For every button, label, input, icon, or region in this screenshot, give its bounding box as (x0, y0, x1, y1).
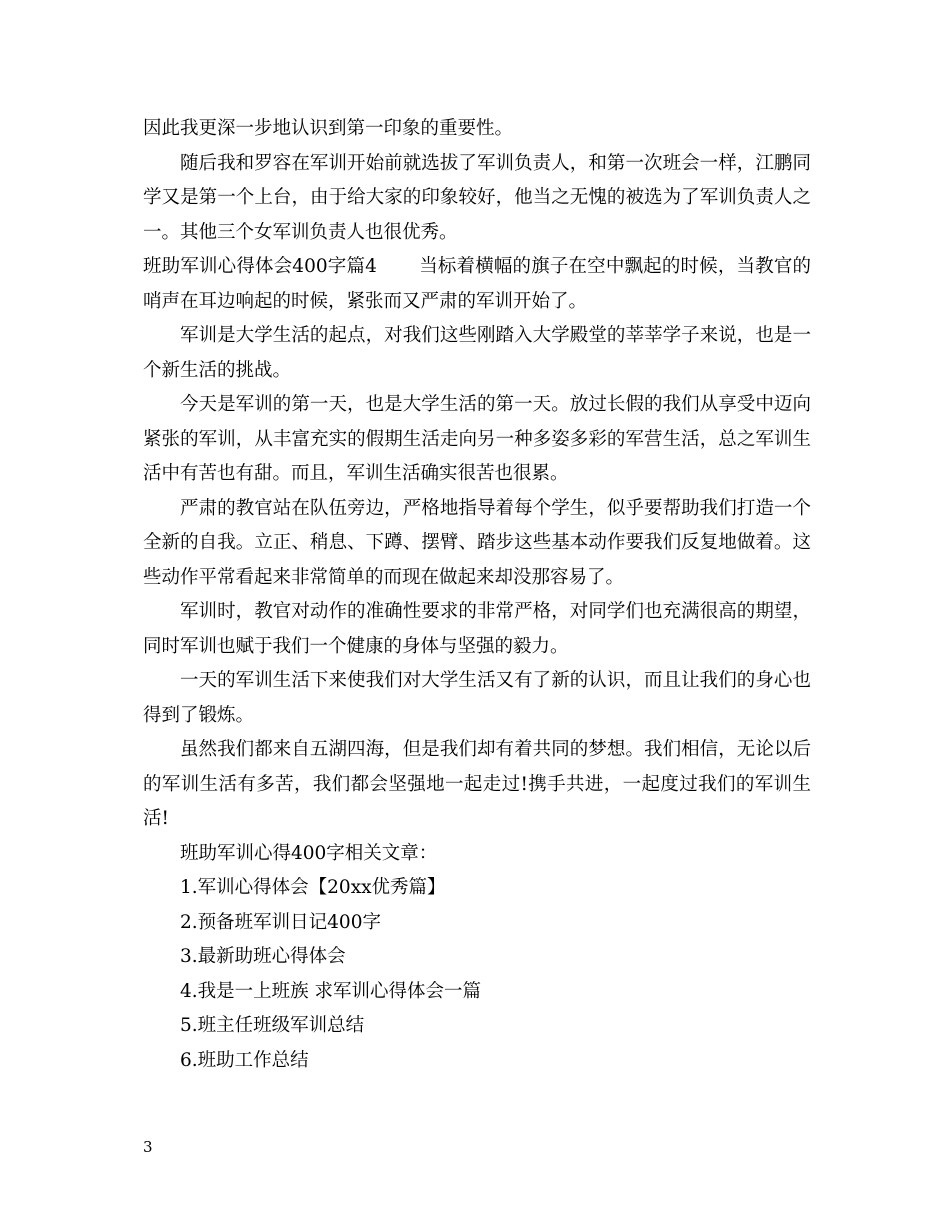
paragraph: 虽然我们都来自五湖四海，但是我们却有着共同的梦想。我们相信，无论以后的军训生活有多苦，我们都会坚强地一起走过!携手共进，一起度过我们的军训生活! (143, 739, 811, 829)
related-article-link[interactable]: 4.我是一上班族 求军训心得体会一篇 (180, 980, 482, 1002)
paragraph: 军训是大学生活的起点，对我们这些刚踏入大学殿堂的莘莘学子来说，也是一个新生活的挑战。 (143, 325, 811, 381)
paragraph: 因此我更深一步地认识到第一印象的重要性。 (143, 118, 514, 139)
related-article-link[interactable]: 1.军训心得体会【20xx优秀篇】 (180, 877, 446, 898)
related-article-link[interactable]: 6.班助工作总结 (180, 1049, 309, 1071)
page-number: 3 (143, 1138, 153, 1156)
section-title: 班助军训心得体会400字篇4 (143, 256, 377, 277)
section-heading-paragraph (143, 250, 811, 319)
paragraph: 严肃的教官站在队伍旁边，严格地指导着每个学生，似乎要帮助我们打造一个全新的自我。立正、稍息、下蹲、摆臂、踏步这些基本动作要我们反复地做着。这些动作平常看起来非常简单的而现在做起来却没那容易了。 (143, 497, 811, 588)
related-articles-heading: 班助军训心得400字相关文章： (180, 842, 438, 864)
paragraph: 随后我和罗容在军训开始前就选拔了军训负责人，和第一次班会一样，江鹏同学又是第一个上台，由于给大家的印象较好，他当之无愧的被选为了军训负责人之一。其他三个女军训负责人也很优秀。 (143, 152, 811, 243)
related-article-link[interactable]: 3.最新助班心得体会 (180, 946, 346, 967)
related-article-link[interactable]: 2.预备班军训日记400字 (180, 911, 381, 933)
related-articles (143, 837, 811, 1079)
document-body (143, 112, 811, 1078)
paragraph: 一天的军训生活下来使我们对大学生活又有了新的认识，而且让我们的身心也得到了锻炼。 (143, 670, 811, 726)
paragraph: 军训时，教官对动作的准确性要求的非常严格，对同学们也充满很高的期望，同时军训也赋于我们一个健康的身体与坚强的毅力。 (143, 601, 811, 657)
paragraph: 今天是军训的第一天，也是大学生活的第一天。放过长假的我们从享受中迈向紧张的军训，从丰富充实的假期生活走向另一种多姿多彩的军营生活，总之军训生活中有苦也有甜。而且，军训生活确实很苦也很累。 (143, 394, 811, 484)
related-article-link[interactable]: 5.班主任班级军训总结 (180, 1015, 365, 1036)
section-lead-text: 当标着横幅的旗子在空中飘起的时候，当教官的哨声在耳边响起的时候，紧张而又严肃的军训开始了。 (143, 256, 811, 312)
